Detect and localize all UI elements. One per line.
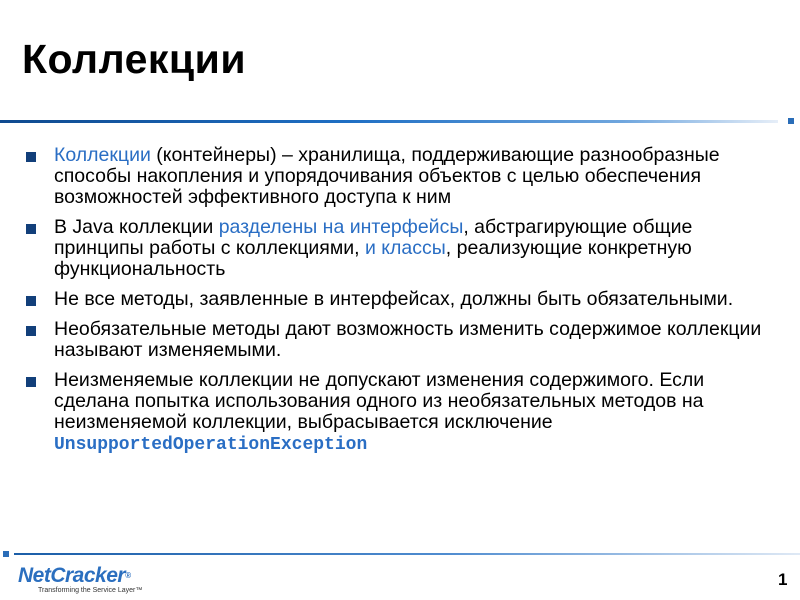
netcracker-logo <box>18 566 142 594</box>
logo-tagline: Transforming the Service Layer™ <box>38 587 143 594</box>
footer-dot-left <box>3 551 9 557</box>
bullet-square-icon <box>26 377 36 387</box>
bullet-square-icon <box>26 224 36 234</box>
bullet-text: , абстрагирующие общие принципы работы с коллекциями, <box>54 216 693 259</box>
page-number: 1 <box>778 570 788 589</box>
bullet-item <box>24 289 784 310</box>
highlighted-text: разделены на интерфейсы <box>218 216 464 238</box>
logo-name: NetCracker <box>18 564 126 587</box>
bullet-item <box>24 217 784 280</box>
bullet-text: (контейнеры) – хранилища, поддерживающие разнообразные способы накопления и упорядочивания объектов с целью обеспечения возможностей эффективного доступа к ним <box>54 144 720 208</box>
bullet-text: Необязательные методы дают возможность изменить содержимое коллекции называют изменяемыми. <box>54 318 762 361</box>
bullet-square-icon <box>26 152 36 162</box>
footer-divider <box>14 553 800 555</box>
bullet-text: В Java коллекции <box>54 216 219 238</box>
title-divider <box>0 120 778 123</box>
divider-dot-right <box>788 118 794 124</box>
highlighted-text: и классы <box>364 237 446 259</box>
exception-class-name: UnsupportedOperationException <box>54 435 368 455</box>
highlighted-text: Коллекции <box>54 144 151 166</box>
bullet-item <box>24 145 784 208</box>
bullet-item <box>24 370 784 456</box>
bullet-square-icon <box>26 326 36 336</box>
bullet-text: , реализующие конкретную функциональность <box>54 237 692 280</box>
bullet-list <box>24 145 784 465</box>
logo-registered-mark: ® <box>125 571 131 580</box>
bullet-square-icon <box>26 296 36 306</box>
bullet-text: Не все методы, заявленные в интерфейсах, должны быть обязательными. <box>54 288 734 310</box>
bullet-item <box>24 319 784 361</box>
slide-title: Коллекции <box>22 36 247 82</box>
bullet-text: Неизменяемые коллекции не допускают изменения содержимого. Если сделана попытка использования одного из необязательных методов на неизменяемой коллекции, выбрасывается исключение <box>54 369 705 433</box>
